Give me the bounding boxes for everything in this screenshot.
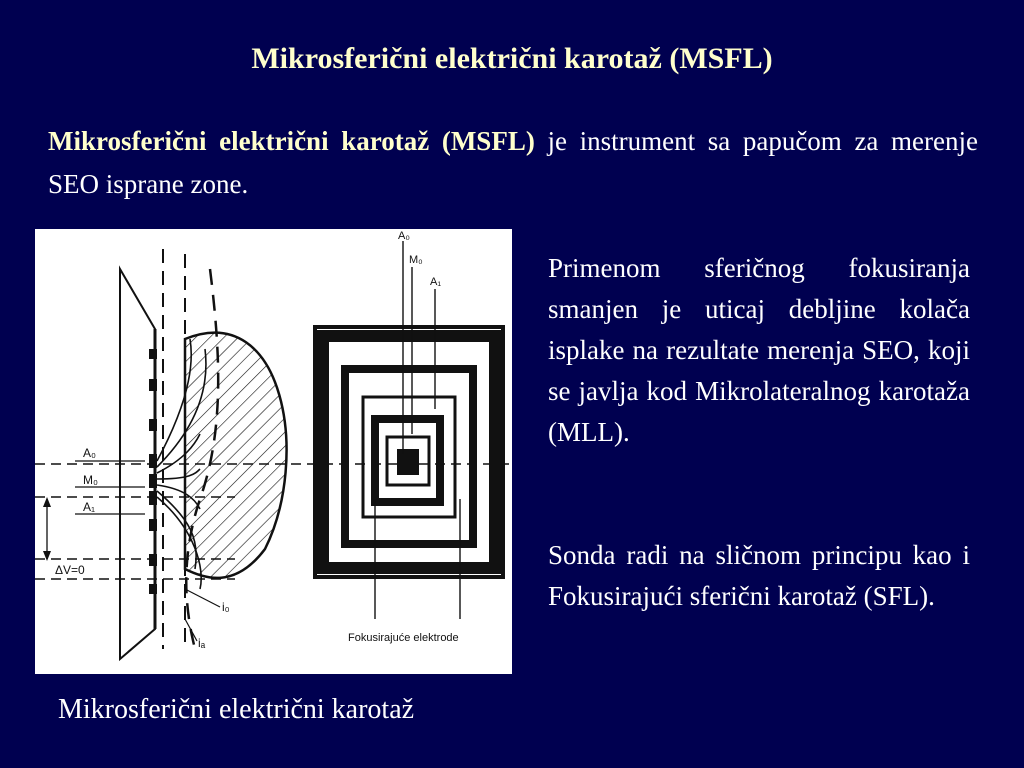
label-ia: iₐ: [198, 636, 206, 650]
focusing-electrodes: [315, 327, 503, 577]
label-delta-v: ΔV=0: [55, 563, 85, 577]
paragraph-principle: Sonda radi na sličnom principu kao i Fokusirajući sferični karotaž (SFL).: [548, 540, 970, 611]
label-a1-top: A₁: [430, 276, 442, 288]
label-m0-left: M₀: [83, 473, 98, 487]
label-a1-left: A₁: [83, 500, 96, 514]
invaded-zone: [185, 333, 287, 578]
intro-highlight: Mikrosferični električni karotaž (MSFL): [48, 126, 535, 156]
intro-text: je instrument sa papučom za merenje SEO isprane zone.: [48, 126, 978, 199]
msfl-diagram: [35, 229, 512, 674]
label-m0-top: M₀: [409, 254, 423, 266]
label-focusing-electrodes: Fokusirajuće elektrode: [348, 632, 459, 644]
label-a0-top: A₀: [398, 230, 410, 242]
paragraph-focusing: Primenom sferičnog fokusiranja smanjen je uticaj debljine kolača isplake na rezultate merenja SEO, koji se javlja kod Mikrolateralnog karotaža (MLL).: [548, 253, 970, 447]
label-a0-left: A₀: [83, 446, 96, 460]
intro-paragraph: [48, 120, 978, 206]
figure-caption: Mikrosferični električni karotaž: [58, 694, 415, 725]
slide-title: Mikrosferični električni karotaž (MSFL): [251, 42, 773, 75]
label-i0: i₀: [222, 600, 230, 614]
msfl-diagram-svg: [35, 229, 512, 674]
